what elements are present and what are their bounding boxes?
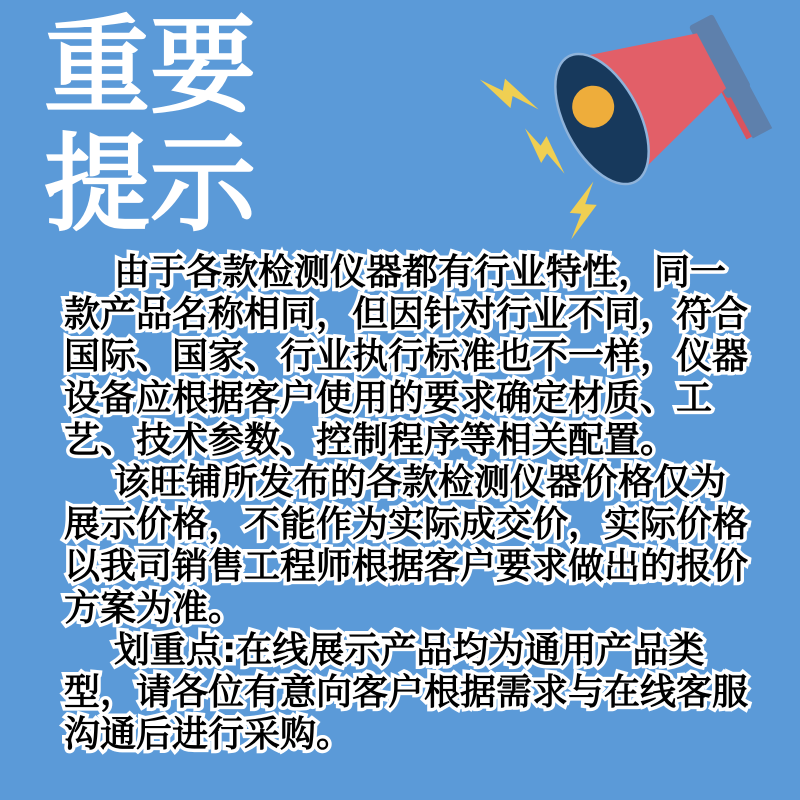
body-line: 型，请各位有意向客户根据需求与在线客服 (64, 672, 749, 713)
body-line: 该旺铺所发布的各款检测仪器价格仅为 (114, 462, 727, 503)
body-line: 设备应根据客户使用的要求确定材质、工 (64, 378, 713, 419)
lightning-bolt-icon (476, 74, 543, 113)
notice-body (64, 252, 754, 756)
body-line: 由于各款检测仪器都有行业特性，同一 (114, 252, 727, 293)
body-line: 以我司销售工程师根据客户要求做出的报价 (64, 546, 749, 587)
body-line: 展示价格，不能作为实际成交价，实际价格 (64, 504, 749, 545)
body-line: 沟通后进行采购。 (64, 714, 353, 755)
title-line-2: 提示 (44, 123, 256, 246)
page-title (44, 5, 256, 246)
body-line: 款产品名称相同，但因针对行业不同，符合 (64, 294, 749, 335)
megaphone-group (536, 4, 773, 214)
title-line-1: 重要 (44, 5, 256, 128)
body-line: 艺、技术参数、控制程序等相关配置。 (64, 420, 677, 461)
body-line: 方案为准。 (64, 588, 245, 629)
megaphone-illustration (452, 4, 792, 254)
body-line: 划重点:在线展示产品均为通用产品类 (114, 630, 705, 671)
body-line: 国际、国家、行业执行标准也不一样，仪器 (64, 336, 749, 377)
lightning-bolt-icon (568, 180, 598, 241)
